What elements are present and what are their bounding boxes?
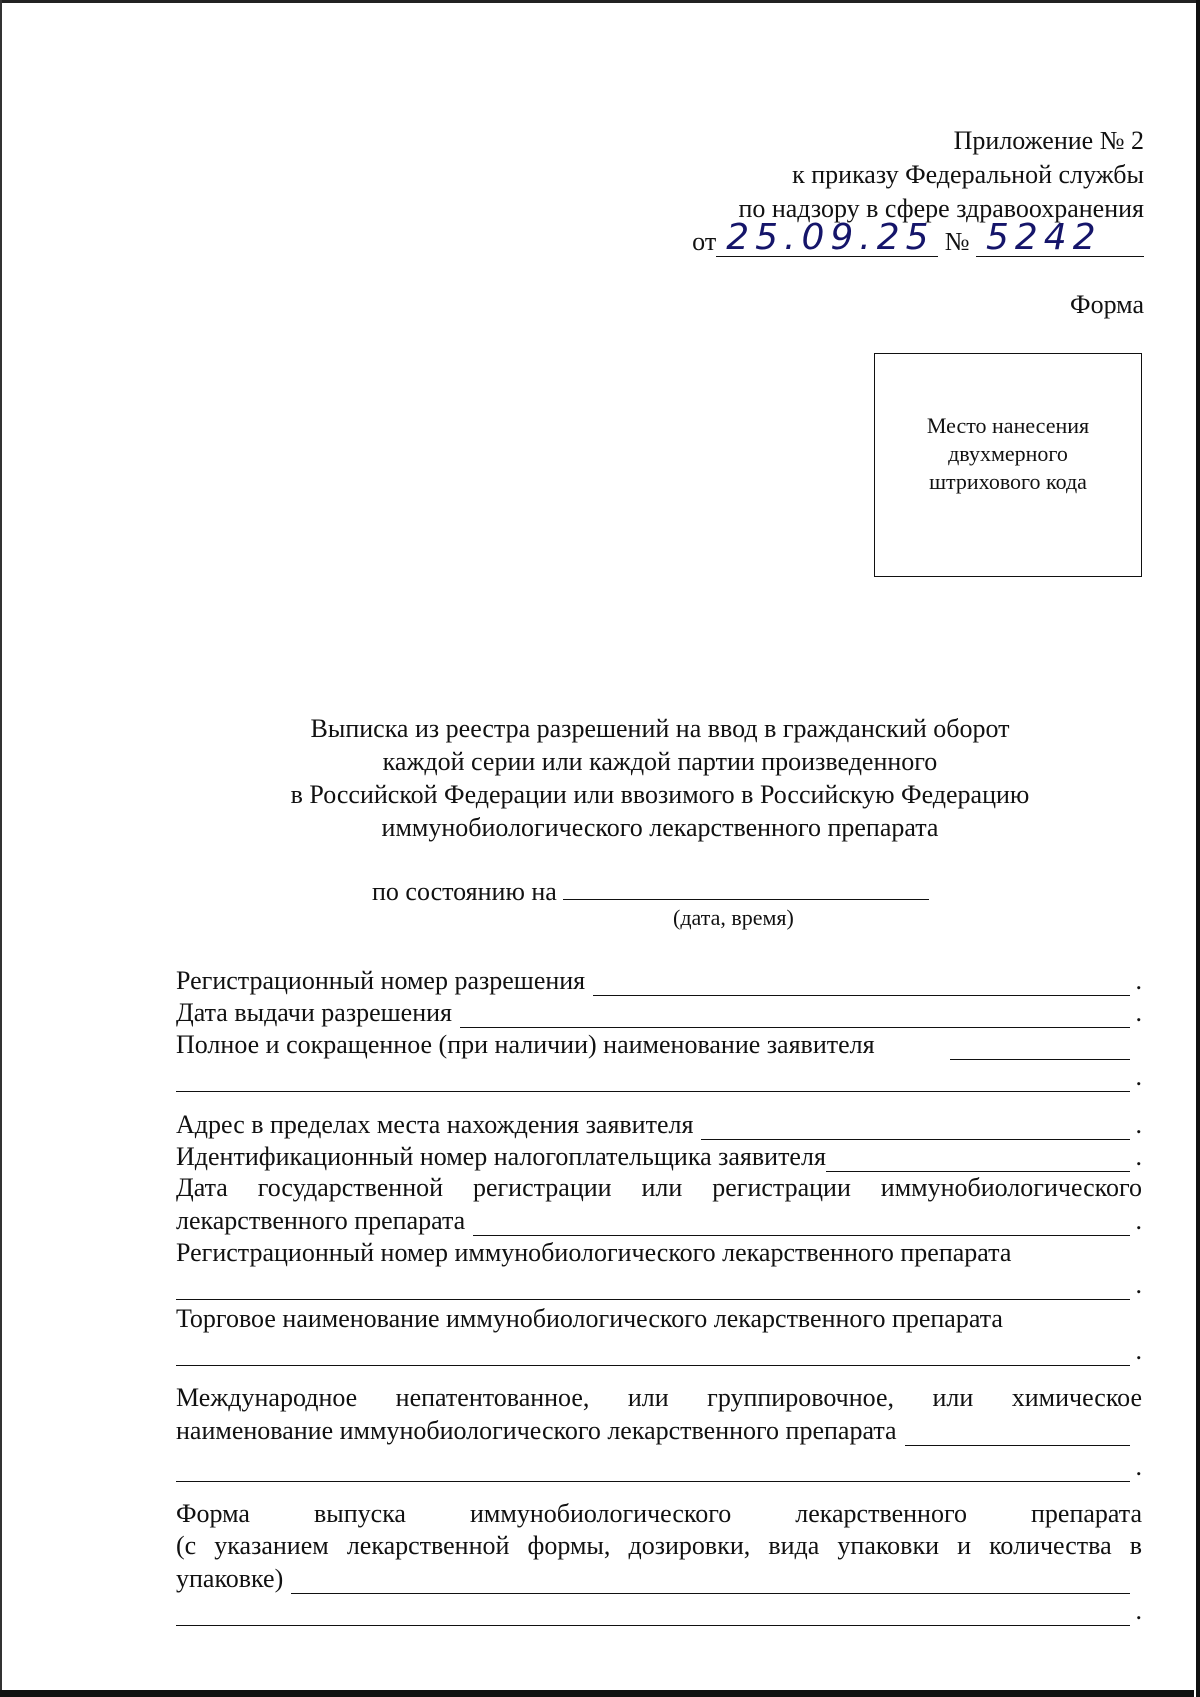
drug-reg-number-continuation	[176, 1268, 1142, 1300]
release-form-label-line2: (с указанием лекарственной формы, дозировки, вида упаковки и количества в	[176, 1531, 1142, 1560]
document-title	[0, 712, 1200, 844]
applicant-inn-label: Идентификационный номер налогоплательщика заявителя	[176, 1142, 826, 1171]
drug-reg-number-row	[176, 1236, 1142, 1268]
order-date-field[interactable]	[716, 217, 938, 258]
trade-name-field[interactable]	[176, 1341, 1130, 1366]
inn-name-continuation	[176, 1446, 1142, 1482]
barcode-placeholder-text	[875, 412, 1141, 496]
end-dot: .	[1135, 1062, 1142, 1091]
release-form-field[interactable]	[291, 1569, 1130, 1594]
end-dot: .	[1135, 966, 1142, 995]
applicant-address-row	[176, 1108, 1142, 1140]
release-form-label-line3: упаковке)	[176, 1564, 284, 1593]
date-prefix: от	[692, 227, 717, 256]
form-label: Форма	[1070, 290, 1144, 319]
title-line1: Выписка из реестра разрешений на ввод в гражданский оборот	[310, 714, 1010, 743]
issue-date-row	[176, 996, 1142, 1028]
drug-reg-number-label: Регистрационный номер иммунобиологического лекарственного препарата	[176, 1238, 1012, 1267]
as-of-caption: (дата, время)	[673, 905, 794, 930]
scan-edge-left	[0, 0, 2, 1697]
release-form-continuation	[176, 1594, 1142, 1626]
end-dot: .	[1135, 998, 1142, 1027]
release-form-field-line2[interactable]	[176, 1601, 1130, 1626]
title-line2: каждой серии или каждой партии произведенного	[382, 747, 938, 776]
barcode-placeholder-box	[874, 353, 1142, 577]
order-number-field[interactable]	[976, 217, 1144, 258]
reg-number-field[interactable]	[593, 971, 1130, 996]
applicant-name-continuation	[176, 1060, 1142, 1092]
drug-reg-number-field[interactable]	[176, 1275, 1130, 1300]
state-reg-date-label-line1: Дата государственной регистрации или регистрации иммунобиологического	[176, 1173, 1142, 1202]
barcode-text-line2: двухмерного	[948, 441, 1068, 466]
state-reg-date-label-line2: лекарственного препарата	[176, 1206, 466, 1235]
appendix-header	[738, 124, 1144, 226]
appendix-number: Приложение № 2	[953, 126, 1144, 155]
end-dot: .	[1135, 1142, 1142, 1171]
number-prefix: №	[944, 227, 970, 256]
end-dot: .	[1135, 1206, 1142, 1235]
inn-name-field[interactable]	[905, 1421, 1130, 1446]
applicant-address-label: Адрес в пределах места нахождения заявителя	[176, 1110, 694, 1139]
barcode-text-line3: штрихового кода	[929, 469, 1087, 494]
trade-name-label: Торговое наименование иммунобиологического лекарственного препарата	[176, 1304, 1003, 1333]
release-form-row	[176, 1562, 1142, 1594]
scan-edge-bottom	[0, 1690, 1194, 1697]
end-dot: .	[1135, 1270, 1142, 1299]
as-of-field[interactable]	[563, 873, 929, 900]
inn-name-label-line2: наименование иммунобиологического лекарственного препарата	[176, 1416, 897, 1445]
state-reg-date-row	[176, 1204, 1142, 1236]
state-reg-date-field[interactable]	[473, 1211, 1130, 1236]
reg-number-row	[176, 964, 1142, 996]
end-dot: .	[1135, 1110, 1142, 1139]
reg-number-label: Регистрационный номер разрешения	[176, 966, 586, 995]
as-of-line	[372, 873, 929, 907]
release-form-label-line1: Форма выпуска иммунобиологического лекарственного препарата	[176, 1499, 1142, 1528]
scan-edge-top	[0, 0, 1200, 3]
applicant-address-field[interactable]	[701, 1115, 1130, 1140]
form-body	[176, 964, 1142, 1626]
end-dot: .	[1135, 1596, 1142, 1625]
applicant-name-row	[176, 1028, 1142, 1060]
issue-date-label: Дата выдачи разрешения	[176, 998, 452, 1027]
inn-name-row	[176, 1414, 1142, 1446]
title-line3: в Российской Федерации или ввозимого в Российскую Федерацию	[290, 780, 1030, 809]
issue-date-field[interactable]	[460, 1003, 1130, 1028]
inn-name-label-line1: Международное непатентованное, или группировочное, или химическое	[176, 1383, 1142, 1412]
appendix-agency: по надзору в сфере здравоохранения	[738, 194, 1144, 223]
appendix-order-ref: к приказу Федеральной службы	[792, 160, 1144, 189]
as-of-label: по состоянию на	[372, 877, 557, 906]
trade-name-continuation	[176, 1334, 1142, 1366]
applicant-inn-field[interactable]	[826, 1147, 1130, 1172]
order-date-handwritten: 25.09.25	[726, 217, 935, 258]
inn-name-field-line2[interactable]	[176, 1457, 1130, 1482]
applicant-inn-row	[176, 1140, 1142, 1172]
applicant-name-field-line2[interactable]	[176, 1067, 1130, 1092]
applicant-name-label: Полное и сокращенное (при наличии) наименование заявителя	[176, 1030, 875, 1059]
applicant-name-field[interactable]	[950, 1035, 1130, 1060]
trade-name-row	[176, 1300, 1142, 1334]
order-date-line	[692, 217, 1144, 258]
scan-edge-right	[1196, 0, 1200, 1697]
barcode-text-line1: Место нанесения	[926, 413, 1090, 438]
end-dot: .	[1135, 1452, 1142, 1481]
title-line4: иммунобиологического лекарственного препарата	[381, 813, 939, 842]
order-number-handwritten: 5242	[986, 217, 1102, 258]
end-dot: .	[1135, 1336, 1142, 1365]
